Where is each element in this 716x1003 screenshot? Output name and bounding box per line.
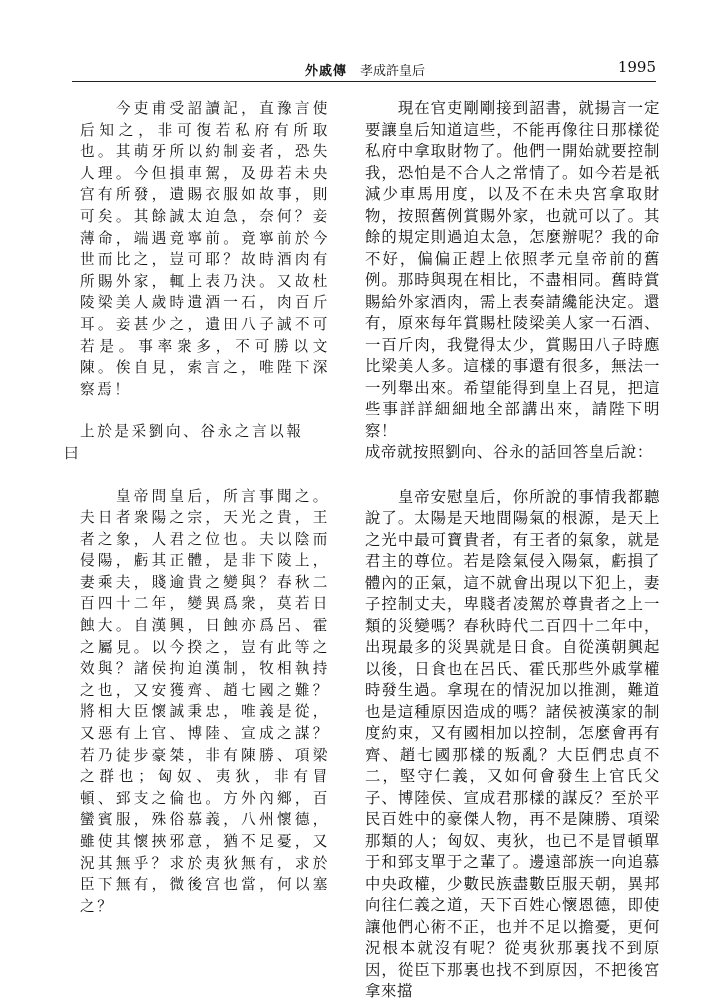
classical-text-column bbox=[64, 98, 330, 917]
page-number: 1995 bbox=[617, 58, 656, 76]
chapter-title: 外戚傳 bbox=[305, 64, 348, 79]
section-title: 孝成許皇后 bbox=[360, 64, 426, 79]
margin-overflow-char: 曰 bbox=[64, 444, 82, 462]
classical-paragraph-2: 上於是采劉向、谷永之言以報 bbox=[80, 423, 304, 441]
translation-paragraph-3: 皇帝安慰皇后，你所說的事情我都聽說了。太陽是天地間陽氣的根源，是天上之光中最可寶貴者，有王者的氣象，就是君主的尊位。若是陰氣侵入陽氣，虧損了體內的正氣，這不就會出現以下犯上，妻子控制丈夫，卑賤者凌駕於尊貴者之上一類的災變嗎？春秋時代二百四十二年中，出現最多的災異就是日食。自從漢朝興起以後，日食也在呂氏、霍氏那些外戚掌權時發生過。拿現在的情況加以推測，難道也是這種原因造成的嗎？諸侯被漢家的制度約束，又有國相加以控制，怎麼會再有齊、趙七國那樣的叛亂？大臣們忠貞不二，堅守仁義，又如何會發生上官氏父子、博陸侯、宣成君那樣的謀反？至於平民百姓中的豪傑人物，再不是陳勝、項梁那類的人；匈奴、夷狄，也已不是冒頓單于和郅支單于之輩了。邊遠部族一向追慕中央政權，少數民族盡數臣服天朝，異邦向往仁義之道，天下百姓心懷恩德，即使讓他們心術不正，也并不足以擔憂，更何況根本就沒有呢？從夷狄那裏找不到原因，從臣下那裏也找不到原因，不把後宮拿來擋 bbox=[365, 487, 660, 1000]
running-header bbox=[0, 58, 716, 82]
translation-paragraph-2: 成帝就按照劉向、谷永的話回答皇后說： bbox=[365, 443, 653, 461]
classical-paragraph-3: 皇帝問皇后，所言事聞之。夫日者衆陽之宗，天光之貴，王者之象，人君之位也。夫以陰而侵陽，虧其正體，是非下陵上，妻乘夫，賤逾貴之變與？春秋二百四十二年，變異爲衆，莫若日蝕大。自漢興，日蝕亦爲呂、霍之屬見。以今揆之，豈有此等之效與？諸侯拘迫漢制，牧相執持之也，又安獲齊、趙七國之難？將相大臣懷誠秉忠，唯義是從，又惡有上官、博陸、宣成之謀？若乃徒步豪桀，非有陳勝、項梁之群也；匈奴、夷狄，非有冒頓、郅支之倫也。方外內鄉，百蠻賓服，殊俗慕義，八州懷德，雖使其懷挾邪意，猶不足憂，又況其無乎？求於夷狄無有，求於臣下無有，微後宫也當，何以塞之？ bbox=[80, 487, 330, 915]
header-rule bbox=[72, 81, 656, 82]
classical-paragraph-2-continuation bbox=[64, 443, 330, 465]
translation-paragraph-1: 現在官吏剛剛接到詔書，就揚言一定要讓皇后知道這些，不能再像往日那樣從私府中拿取財物了。他們一開始就要控制我，恐怕是不合人之常情了。如今若是祇減少車馬用度，以及不在未央宮拿取財物，按照舊例賞賜外家，也就可以了。其餘的規定則過迫太急，怎麼辦呢？我的命不好，偏偏正趕上依照孝元皇帝前的舊例。那時與現在相比，不盡相同。舊時賞賜給外家酒肉，需上表奏請纔能決定。還有，原來每年賞賜杜陵梁美人家一石酒、一百斤肉，我覺得太少，賞賜田八子時應比梁美人多。這樣的事還有很多，無法一一列舉出來。希望能得到皇上召見，把這些事詳詳細細地全部講出來，請陛下明察！ bbox=[365, 99, 660, 440]
classical-paragraph-1: 今吏甫受詔讀記，直豫言使后知之，非可復若私府有所取也。其萌牙所以約制妾者，恐失人理。今但損車駕，及毋若未央宫有所發，遺賜衣服如故事，則可矣。其餘誠太迫急，奈何？妾薄命，端遇竟寧前。竟寧前於今世而比之，豈可耶？故時酒肉有所賜外家，輒上表乃決。又故杜陵梁美人歲時遺酒一石，肉百斤耳。妾甚少之，遺田八子誠不可若是。事率衆多，不可勝以文陳。俟自見，索言之，唯陛下深察焉！ bbox=[80, 100, 330, 398]
modern-translation-column bbox=[365, 98, 660, 1003]
